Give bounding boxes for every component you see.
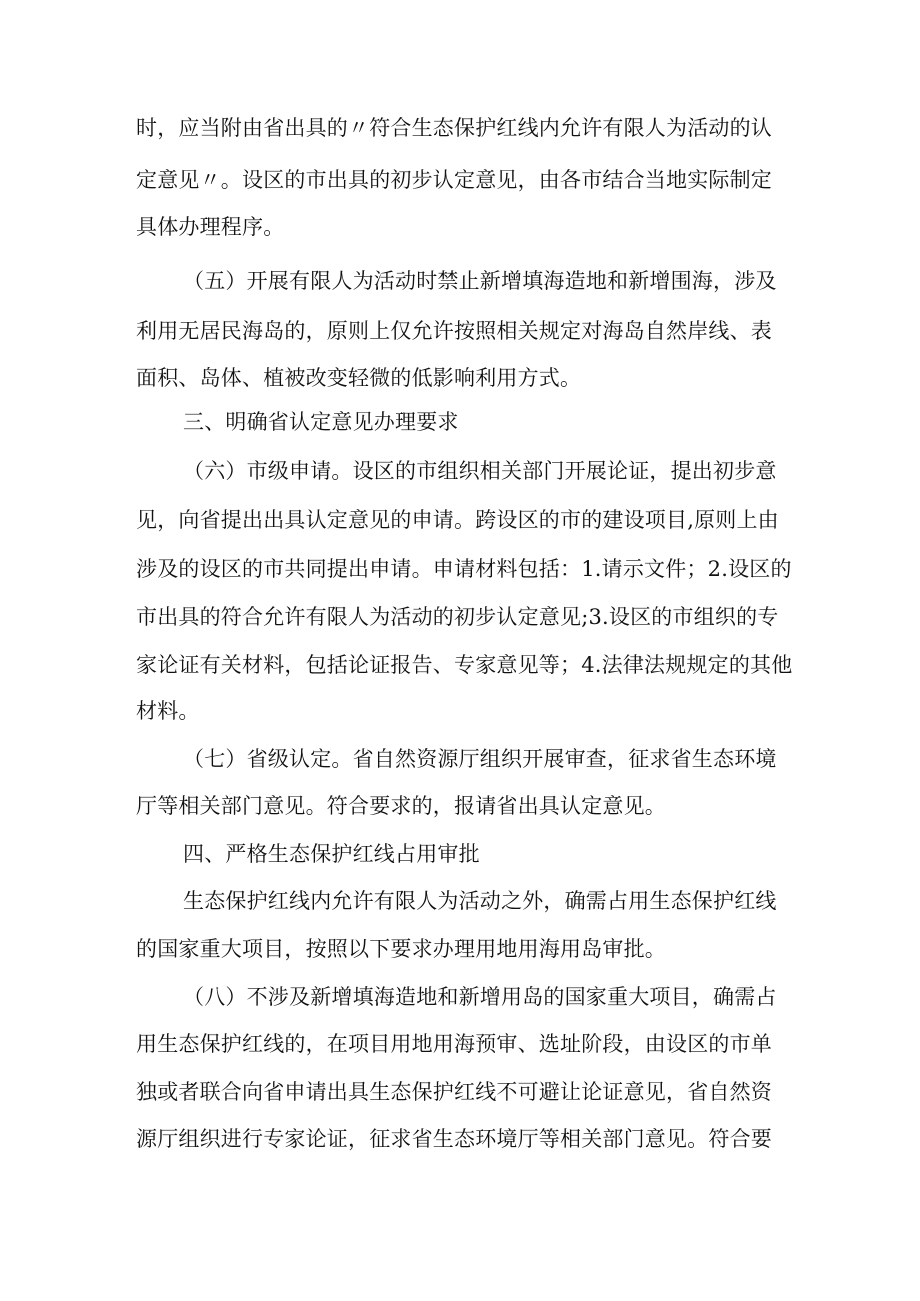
text-line: 家论证有关材料，包括论证报告、专家意见等；4.法律法规规定的其他 xyxy=(136,653,793,677)
text-line: 具体办理程序。 xyxy=(136,215,285,239)
text-line: （七）省级认定。省自然资源厅组织开展审查，征求省生态环境 xyxy=(183,747,777,771)
text-line: （五）开展有限人为活动时禁止新增填海造地和新增围海，涉及 xyxy=(183,269,777,293)
text-line: 的国家重大项目，按照以下要求办理用地用海用岛审批。 xyxy=(136,937,666,961)
text-line: 材料。 xyxy=(136,699,200,723)
text-line: 用生态保护红线的，在项目用地用海预审、选址阶段，由设区的市单 xyxy=(136,1032,772,1056)
text-line: （六）市级申请。设区的市组织相关部门开展论证，提出初步意 xyxy=(183,459,777,483)
text-line: （八）不涉及新增填海造地和新增用岛的国家重大项目，确需占 xyxy=(183,985,777,1009)
text-line: 定意见〃。设区的市出具的初步认定意见，由各市结合当地实际制定 xyxy=(136,168,772,192)
section-heading: 四、严格生态保护红线占用审批 xyxy=(183,842,480,866)
text-line: 生态保护红线内允许有限人为活动之外，确需占用生态保护红线 xyxy=(183,889,777,913)
section-heading: 三、明确省认定意见办理要求 xyxy=(183,410,459,434)
text-line: 独或者联合向省申请出具生态保护红线不可避让论证意见，省自然资 xyxy=(136,1080,772,1104)
text-line: 源厅组织进行专家论证，征求省生态环境厅等相关部门意见。符合要 xyxy=(136,1127,772,1151)
text-line: 市出具的符合允许有限人为活动的初步认定意见;3.设区的市组织的专 xyxy=(136,605,779,629)
text-line: 涉及的设区的市共同提出申请。申请材料包括：1.请示文件；2.设区的 xyxy=(136,557,792,581)
text-line: 见，向省提出出具认定意见的申请。跨设区的市的建设项目,原则上由 xyxy=(136,508,779,532)
text-line: 利用无居民海岛的，原则上仅允许按照相关规定对海岛自然岸线、表 xyxy=(136,319,772,343)
text-line: 厅等相关部门意见。符合要求的，报请省出具认定意见。 xyxy=(136,794,666,818)
text-line: 时，应当附由省出具的〃符合生态保护红线内允许有限人为活动的认 xyxy=(136,116,772,140)
text-line: 面积、岛体、植被改变轻微的低影响利用方式。 xyxy=(136,366,582,390)
